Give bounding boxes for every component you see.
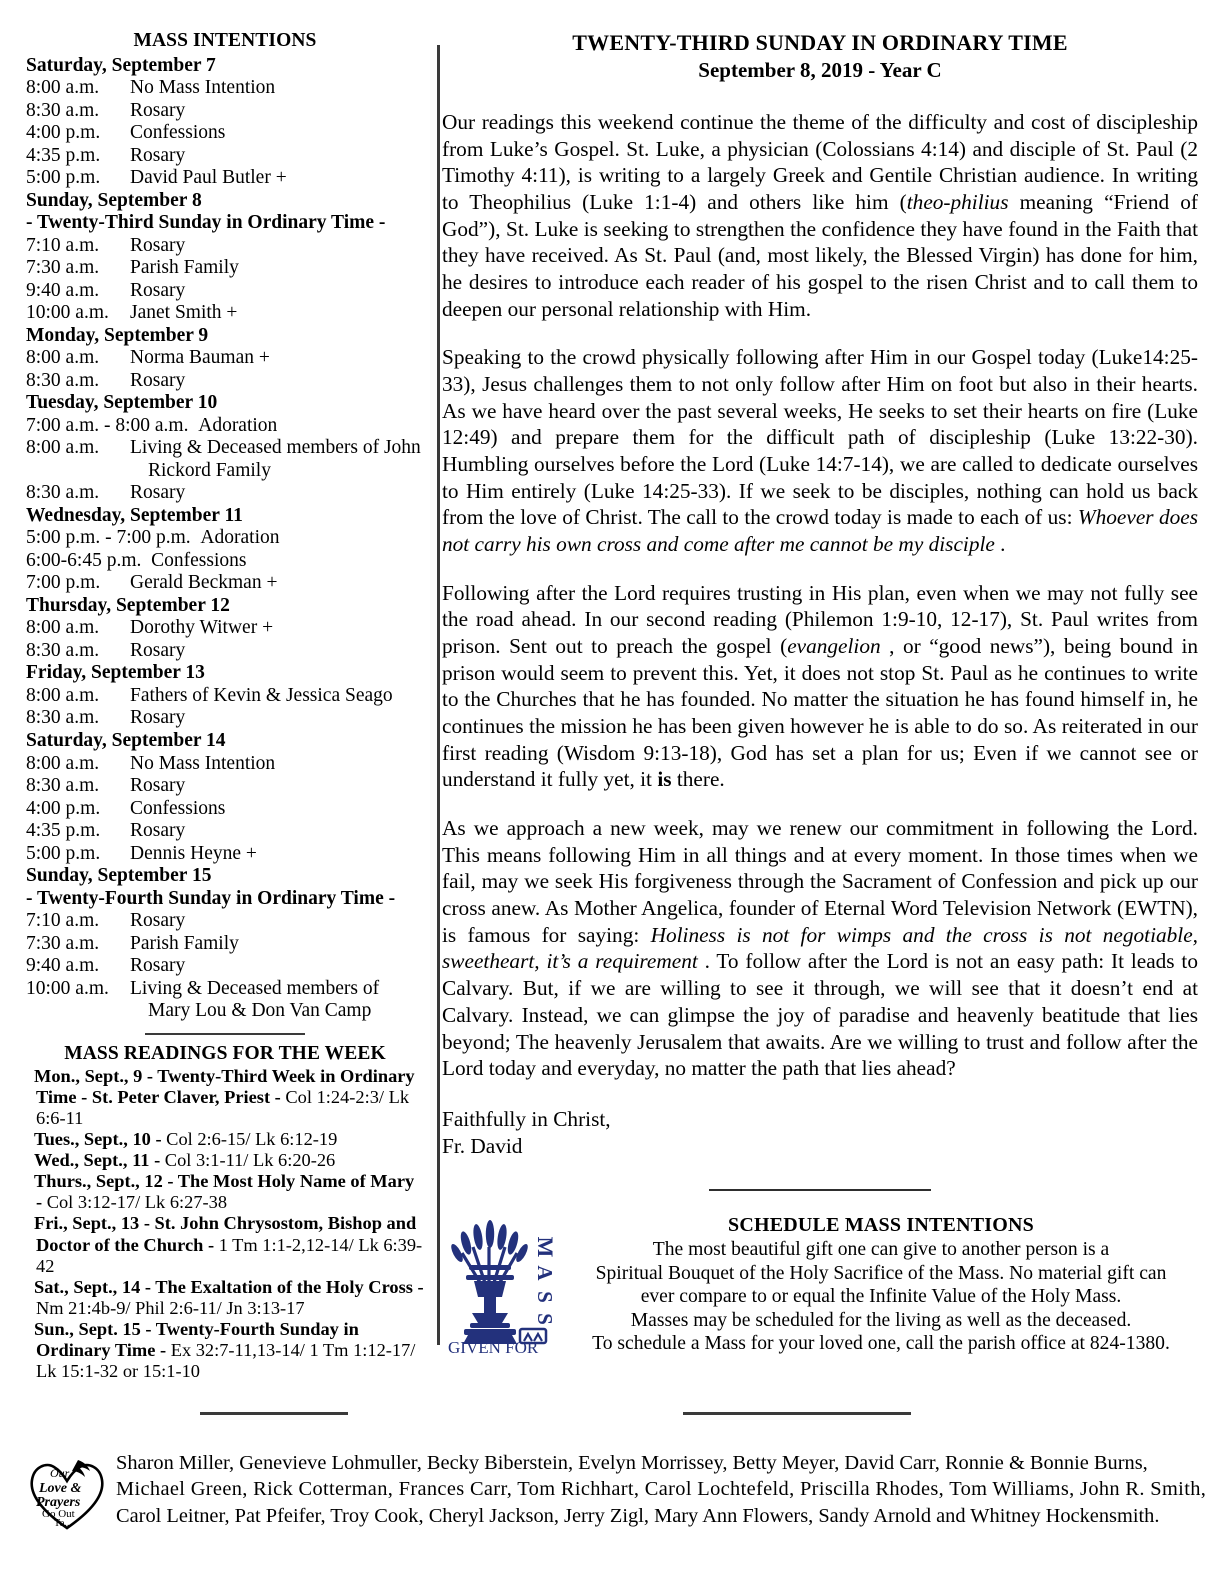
reading-item (26, 1213, 424, 1276)
schedule-line-5: To schedule a Mass for your loved one, call the parish office at 824-1380. (592, 1333, 1170, 1355)
page-title: TWENTY-THIRD SUNDAY IN ORDINARY TIME (572, 30, 1068, 55)
p4-italic-angelica-quote: Holiness is not for wimps and the cross is not negotiable, sweetheart, it’s a requirement (442, 922, 1198, 974)
logo-love: Love & (39, 1481, 82, 1496)
mass-event-description: No Mass Intention (130, 752, 276, 774)
mass-event-row (26, 640, 424, 663)
p4-part-a: As we approach a new week, may we renew our commitment in following the Lord. This means following Him in all things and at every moment. In those times when we fail, may we seek His forgiveness through the Sacrament of Confession and pick up our cross anew. As Mother Angelica, founder of Eternal Word Television Network (EWTN), is famous for saying: (442, 816, 1198, 947)
p4-part-b: . To follow after the Lord is not an easy path: It leads to Calvary. But, if we are willing to see it through, we will see that it doesn’t end at Calvary. Instead, we can glimpse the joy of paradise and heavenly beatitude that lies beyond; The heavenly Jerusalem that awaits. Are we willing to trust and follow after the Lord today and everyday, no matter the path that lies ahead? (442, 949, 1198, 1081)
mass-event-time: 7:10 a.m. (26, 234, 100, 256)
svg-text:A: A (533, 1265, 557, 1281)
pastor-letter-paragraph-4 (442, 815, 1198, 1082)
p2-part-a: Speaking to the crowd physically following after Him in our Gospel today (Luke14:25-33), Jesus challenges them to not only follow after Him on foot but also in their hearts. As we have heard over the past several weeks, He seeks to set their hearts on fire (Luke 12:49) and prepare them for the difficult path of discipleship (Luke 13:22-30). Humbling ourselves before the Lord (Luke 14:7-14), we are called to dedicate ourselves to Him entirely (Luke 14:25-33). If we seek to be disciples, nothing can hold us back from the love of Christ. The call to the crowd today is made to each of us: (442, 345, 1198, 530)
two-column-layout (0, 30, 1224, 1382)
mass-event-description: Rosary (130, 369, 186, 391)
mass-event-description: Living & Deceased members of (130, 977, 380, 999)
mass-event-row (26, 437, 424, 460)
p1-part-a: Our readings this weekend continue the theme of the difficulty and cost of discipleship from Luke’s Gospel. St. Luke, a physician (Colossians 4:14) and disciple of St. Paul (2 Timothy 4:11), is writing to a largely Greek and Gentile Christian audience. In writing to Theophilius (Luke 1:1-4) and others like him ( (442, 110, 1198, 215)
p3-bold-is: is (657, 767, 672, 792)
logo-our: Our (50, 1466, 70, 1480)
mass-day-heading: Wednesday, September 11 (26, 504, 243, 526)
mass-day-heading: Tuesday, September 10 (26, 392, 218, 414)
mass-event-time: 8:30 a.m. (26, 369, 100, 391)
mass-event-description: Rosary (130, 775, 186, 797)
mass-event-time: 9:40 a.m. (26, 955, 100, 977)
reading-label: Thurs., Sept., 12 - The Most Holy Name of Mary - (34, 1171, 415, 1213)
mass-event-time: 10:00 a.m. (26, 302, 109, 324)
left-column (0, 30, 432, 1382)
mass-event-row (26, 257, 424, 280)
svg-text:S: S (533, 1313, 557, 1326)
reading-item (26, 1066, 424, 1129)
mass-event-row (26, 347, 424, 370)
prayer-list-section (26, 1450, 1206, 1532)
given-for-label: GIVEN FOR (448, 1338, 539, 1358)
p2-italic-scripture-quote: Whoever does not carry his own cross and come after me cannot be my disciple (442, 505, 1198, 557)
mass-day-heading: Saturday, September 7 (26, 54, 216, 76)
reading-citation: 1 Tm 1:1-2,12-14/ Lk 6:39-42 (36, 1234, 423, 1276)
mass-day-heading: Saturday, September 14 (26, 729, 226, 751)
mass-event-description: Rosary (130, 279, 186, 301)
mass-event-time: 9:40 a.m. (26, 279, 100, 301)
readings-divider (145, 1033, 305, 1035)
mass-event-time: 7:30 a.m. (26, 257, 100, 279)
bottom-divider-right (683, 1412, 911, 1415)
mass-event-row (26, 77, 424, 100)
signoff-name: Fr. David (442, 1133, 523, 1158)
mass-event-description: Confessions (130, 797, 226, 819)
schedule-line-3: ever compare to or equal the Infinite Value of the Holy Mass. (640, 1286, 1122, 1308)
mass-event-row (26, 685, 424, 708)
logo-go-out: Go Out (42, 1508, 75, 1520)
mass-event-row (26, 122, 424, 145)
mass-readings-list (26, 1066, 424, 1382)
mass-event-time: 8:00 a.m. (26, 752, 100, 774)
schedule-section-divider (709, 1189, 931, 1191)
svg-text:S: S (533, 1291, 557, 1304)
mass-event-description: David Paul Butler + (130, 167, 287, 189)
mass-intentions-title: MASS INTENTIONS (133, 30, 317, 51)
logo-to: To... (54, 1518, 72, 1529)
mass-event-time: 8:30 a.m. (26, 482, 100, 504)
reading-label: Tues., Sept., 10 - (34, 1129, 162, 1150)
mass-event-description: Fathers of Kevin & Jessica Seago (130, 684, 393, 706)
p3-part-c: there. (671, 767, 725, 792)
mass-event-row (26, 167, 424, 190)
mass-event-row (26, 820, 424, 843)
mass-event-row (26, 280, 424, 303)
reading-citation: Col 2:6-15/ Lk 6:12-19 (161, 1129, 338, 1150)
reading-citation: Col 3:1-11/ Lk 6:20-26 (160, 1150, 336, 1171)
right-column (432, 30, 1224, 1357)
mass-event-time: 4:35 p.m. (26, 820, 101, 842)
mass-event-row (26, 550, 424, 573)
mass-event-row (26, 145, 424, 168)
mass-event-description: No Mass Intention (130, 77, 276, 99)
pastor-letter-paragraph-1 (442, 109, 1198, 322)
reading-citation: Col 3:12-17/ Lk 6:27-38 (42, 1192, 228, 1213)
mass-event-row (26, 370, 424, 393)
love-and-prayers-logo (26, 1450, 110, 1532)
mass-event-row (26, 775, 424, 798)
mass-day-heading: Friday, September 13 (26, 662, 205, 684)
p1-part-b: meaning “Friend of God”), St. Luke is seeking to strengthen the confidence they have found in the Faith that they have received. As St. Paul (and, most likely, the Blessed Virgin) has done for him, he desires to introduce each reader of his gospel to the risen Christ and to call them to deepen our personal relationship with Him. (442, 190, 1198, 321)
mass-event-time: 5:00 p.m. (26, 842, 101, 864)
mass-event-description: Rosary (130, 234, 186, 256)
mass-event-description: Rosary (130, 820, 186, 842)
mass-event-time: 5:00 p.m. (26, 167, 101, 189)
prayer-names-list (110, 1450, 1206, 1529)
p3-part-b: , or “good news”), being bound in prison would seem to prevent this. Yet, it does not stop St. Paul as he continues to write to the Churches that he has founded. No matter the situation he has found himself in, he continues the mission he has been given however he is able to do so. As reiterated in our first reading (Wisdom 9:13-18), God has set a plan for us; Even if we cannot see or understand it fully yet, it (442, 634, 1199, 792)
mass-event-description: Dorothy Witwer + (130, 617, 274, 639)
mass-event-description-continued: Rickord Family (148, 459, 271, 481)
reading-item (26, 1277, 424, 1319)
mass-event-time: 8:30 a.m. (26, 99, 100, 121)
mass-event-time: 8:30 a.m. (26, 775, 100, 797)
reading-citation: Nm 21:4b-9/ Phil 2:6-11/ Jn 3:13-17 (36, 1297, 305, 1318)
page-subtitle: September 8, 2019 - Year C (698, 58, 942, 82)
mass-event-time: 10:00 a.m. (26, 977, 109, 999)
mass-readings-section (26, 1043, 424, 1382)
mass-event-time: 4:00 p.m. (26, 797, 101, 819)
mass-day-subheading: - Twenty-Third Sunday in Ordinary Time - (26, 212, 386, 234)
mass-event-time: 8:00 a.m. (26, 77, 100, 99)
prayer-names-line-3: Carol Leitner, Pat Pfeifer, Troy Cook, Cheryl Jackson, Jerry Zigl, Mary Ann Flowers, Sandy Arnold and Whitney Hockensmith. (116, 1504, 1160, 1527)
prayer-names-line-1: Sharon Miller, Genevieve Lohmuller, Becky Biberstein, Evelyn Morrissey, Betty Meyer, David Carr, Ronnie & Bonnie Burns, (116, 1452, 1148, 1474)
mass-event-time: 7:00 p.m. (26, 572, 101, 594)
reading-citation: Col 1:24-2:3/ Lk 6:6-11 (36, 1087, 410, 1129)
svg-text:M: M (533, 1236, 558, 1258)
pastor-letter-paragraph-2 (442, 344, 1198, 557)
schedule-line-2: Spiritual Bouquet of the Holy Sacrifice of the Mass. No material gift can (595, 1262, 1167, 1284)
reading-item (26, 1171, 424, 1213)
mass-event-time: 5:00 p.m. - 7:00 p.m. (26, 527, 201, 549)
mass-event-time: 7:00 a.m. - 8:00 a.m. (26, 414, 199, 436)
p3-part-a: Following after the Lord requires trusting in His plan, even when we may not fully see the road ahead. In our second reading (Philemon 1:9-10, 12-17), St. Paul writes from prison. Sent out to preach the gospel ( (442, 580, 1198, 659)
mass-event-description: Confessions (130, 122, 226, 144)
mass-event-row (26, 100, 424, 123)
bottom-dividers (0, 1412, 1224, 1418)
mass-event-time: 8:00 a.m. (26, 684, 100, 706)
mass-event-row (26, 978, 424, 1001)
mass-readings-title: MASS READINGS FOR THE WEEK (64, 1042, 386, 1064)
mass-event-row (26, 617, 424, 640)
mass-event-time: 8:00 a.m. (26, 617, 100, 639)
wheat-sheaf-chalice-icon (442, 1217, 560, 1357)
mass-day-heading: Sunday, September 8 (26, 189, 202, 211)
reading-label: Mon., Sept., 9 - Twenty-Third Week in Ordinary Time - St. Peter Claver, Priest - (34, 1066, 415, 1108)
mass-event-description: Norma Bauman + (130, 347, 270, 369)
schedule-title: SCHEDULE MASS INTENTIONS (728, 1214, 1034, 1237)
mass-event-row (26, 235, 424, 258)
mass-event-description: Rosary (130, 639, 186, 661)
mass-day-heading: Monday, September 9 (26, 324, 209, 346)
mass-event-row (26, 482, 424, 505)
mass-event-time: 8:00 a.m. (26, 347, 100, 369)
bottom-divider-left (200, 1412, 348, 1415)
reading-label: Fri., Sept., 13 - St. John Chrysostom, Bishop and Doctor of the Church - (34, 1213, 417, 1255)
reading-label: Sat., Sept., 14 - The Exaltation of the Holy Cross - (34, 1276, 424, 1297)
mass-event-description: Rosary (130, 482, 186, 504)
mass-event-description: Rosary (130, 144, 186, 166)
logo-prayers: Prayers (36, 1495, 81, 1510)
reading-item (26, 1319, 424, 1382)
mass-event-row (26, 910, 424, 933)
p3-italic-evangelion: evangelion (787, 634, 881, 659)
mass-event-time: 6:00-6:45 p.m. (26, 549, 152, 571)
reading-label: Sun., Sept. 15 - Twenty-Fourth Sunday in Ordinary Time - (34, 1318, 359, 1360)
mass-event-description-continued: Mary Lou & Don Van Camp (148, 1000, 372, 1022)
mass-event-row (26, 527, 424, 550)
mass-event-description: Rosary (130, 910, 186, 932)
mass-event-description: Adoration (198, 414, 278, 436)
mass-event-description: Confessions (151, 549, 247, 571)
schedule-mass-intentions-block (442, 1213, 1198, 1357)
mass-event-time: 4:00 p.m. (26, 122, 101, 144)
schedule-line-1: The most beautiful gift one can give to another person is a (652, 1239, 1110, 1261)
mass-event-description: Parish Family (130, 257, 239, 279)
mass-event-time: 7:10 a.m. (26, 910, 100, 932)
mass-event-description: Janet Smith + (130, 302, 238, 324)
mass-event-time: 4:35 p.m. (26, 144, 101, 166)
letter-signoff (442, 1106, 1198, 1159)
signoff-closing: Faithfully in Christ, (442, 1106, 611, 1131)
pastor-letter-paragraph-3 (442, 580, 1198, 793)
mass-event-description: Rosary (130, 99, 186, 121)
schedule-mass-intentions-text (564, 1213, 1198, 1356)
mass-day-heading: Thursday, September 12 (26, 594, 230, 616)
mass-event-description: Parish Family (130, 932, 239, 954)
mass-intentions-schedule (26, 55, 424, 1023)
mass-given-for-logo (442, 1213, 564, 1357)
mass-event-time: 8:00 a.m. (26, 437, 100, 459)
prayer-names-line-2: Michael Green, Rick Cotterman, Frances Carr, Tom Richhart, Carol Lochtefeld, Priscilla Rhodes, Tom Williams, John R. Smith, (116, 1478, 1207, 1501)
mass-event-row (26, 707, 424, 730)
mass-event-row (26, 843, 424, 866)
mass-day-subheading: - Twenty-Fourth Sunday in Ordinary Time - (26, 887, 396, 909)
mass-day-heading: Sunday, September 15 (26, 865, 212, 887)
p1-italic-theophilius: theo-philius (906, 190, 1009, 215)
mass-event-time: 8:30 a.m. (26, 707, 100, 729)
mass-event-row (26, 753, 424, 776)
mass-event-time: 7:30 a.m. (26, 932, 100, 954)
mass-event-row (26, 798, 424, 821)
reading-citation: Ex 32:7-11,13-14/ 1 Tm 1:12-17/ Lk 15:1-32 or 15:1-10 (36, 1339, 416, 1381)
mass-event-description: Dennis Heyne + (130, 842, 257, 864)
mass-event-time: 8:30 a.m. (26, 639, 100, 661)
p2-part-b: . (994, 532, 1006, 557)
mass-event-row (26, 302, 424, 325)
reading-label: Wed., Sept., 11 - (34, 1150, 161, 1171)
reading-item (26, 1150, 424, 1171)
mass-event-description: Rosary (130, 955, 186, 977)
mass-event-row (26, 933, 424, 956)
mass-event-description: Rosary (130, 707, 186, 729)
mass-event-row (26, 415, 424, 438)
mass-event-row (26, 955, 424, 978)
heart-dove-icon (26, 1454, 108, 1532)
mass-event-description: Living & Deceased members of John (130, 437, 421, 459)
reading-item (26, 1129, 424, 1150)
schedule-line-4: Masses may be scheduled for the living as well as the deceased. (630, 1309, 1132, 1331)
mass-event-description: Gerald Beckman + (130, 572, 278, 594)
mass-event-row (26, 572, 424, 595)
mass-event-description: Adoration (200, 527, 280, 549)
